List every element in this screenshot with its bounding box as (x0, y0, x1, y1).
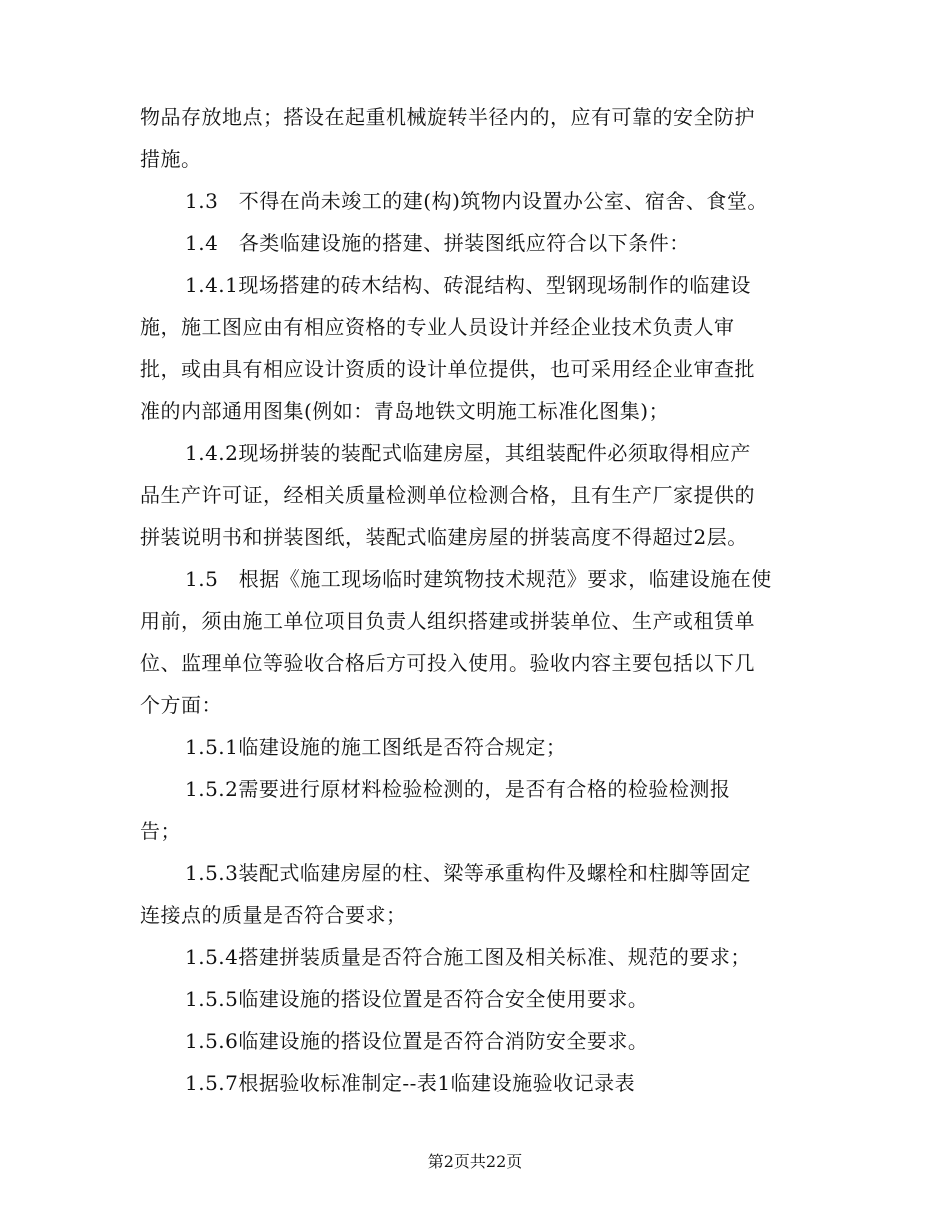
text-line: 连接点的质量是否符合要求； (140, 903, 407, 927)
text-line: 1.5.1临建设施的施工图纸是否符合规定； (185, 735, 567, 759)
text-line: 1.5.6临建设施的搭设位置是否符合消防安全要求。 (185, 1029, 649, 1053)
text-line: 物品存放地点；搭设在起重机械旋转半径内的，应有可靠的安全防护 (140, 105, 755, 129)
text-line: 品生产许可证，经相关质量检测单位检测合格，且有生产厂家提供的 (140, 483, 755, 507)
text-line: 1.5 根据《施工现场临时建筑物技术规范》要求，临建设施在使 (185, 567, 772, 591)
text-line: 施，施工图应由有相应资格的专业人员设计并经企业技术负责人审 (140, 315, 735, 339)
text-line: 1.5.5临建设施的搭设位置是否符合安全使用要求。 (185, 987, 649, 1011)
text-line: 用前，须由施工单位项目负责人组织搭建或拼装单位、生产或租赁单 (140, 609, 755, 633)
text-line: 批，或由具有相应设计资质的设计单位提供，也可采用经企业审查批 (140, 357, 755, 381)
text-line: 告； (140, 819, 181, 843)
text-line: 1.5.2需要进行原材料检验检测的，是否有合格的检验检测报 (185, 777, 731, 801)
text-line: 1.4 各类临建设施的搭建、拼装图纸应符合以下条件： (185, 231, 690, 255)
page-number: 第2页共22页 (427, 1152, 523, 1171)
text-line: 1.5.3装配式临建房屋的柱、梁等承重构件及螺栓和柱脚等固定 (185, 861, 751, 885)
text-line: 拼装说明书和拼装图纸，装配式临建房屋的拼装高度不得超过2层。 (140, 525, 748, 549)
document-body (140, 96, 810, 1104)
text-line: 1.4.1现场搭建的砖木结构、砖混结构、型钢现场制作的临建设 (185, 273, 751, 297)
text-line: 准的内部通用图集(例如：青岛地铁文明施工标准化图集)； (140, 399, 670, 423)
text-line: 1.3 不得在尚未竣工的建(构)筑物内设置办公室、宿舍、食堂。 (185, 189, 768, 213)
text-line: 1.5.7根据验收标准制定--表1临建设施验收记录表 (185, 1071, 636, 1095)
text-line: 位、监理单位等验收合格后方可投入使用。验收内容主要包括以下几 (140, 651, 755, 675)
text-line: 1.4.2现场拼装的装配式临建房屋，其组装配件必须取得相应产 (185, 441, 751, 465)
text-line: 措施。 (140, 147, 202, 171)
text-line: 个方面： (140, 693, 222, 717)
text-line: 1.5.4搭建拼装质量是否符合施工图及相关标准、规范的要求； (185, 945, 751, 969)
